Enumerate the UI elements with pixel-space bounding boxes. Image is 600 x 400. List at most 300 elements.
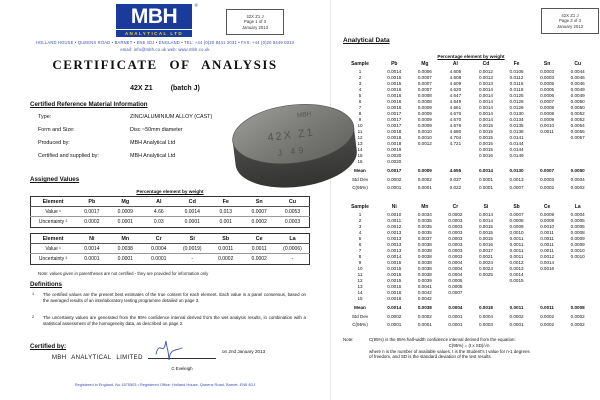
table-cell: 8 bbox=[358, 111, 362, 116]
table-cell: 0.0015 bbox=[387, 81, 402, 86]
table-cell: Uncertainty ² bbox=[38, 255, 68, 262]
page3-reference-stamp bbox=[541, 8, 599, 34]
table-cell: 0.0024 bbox=[478, 266, 493, 271]
table-cell: 4 bbox=[358, 87, 362, 92]
table-cell: 0.0001 bbox=[478, 176, 493, 182]
table-row bbox=[341, 174, 593, 183]
table-cell: 0.0016 bbox=[387, 99, 402, 104]
table-cell: 4.655 bbox=[449, 168, 462, 173]
table-cell: - bbox=[291, 255, 294, 262]
table-cell: 0.0009 bbox=[417, 117, 432, 122]
table-cell: 5 bbox=[358, 236, 362, 241]
table-cell: 0.0011 bbox=[540, 305, 554, 310]
table-cell: 0.0007 bbox=[509, 212, 524, 217]
table-cell: 0.0007 bbox=[242, 207, 275, 217]
table-cell: 0.0007 bbox=[417, 81, 432, 86]
table-cell: 16 bbox=[357, 159, 363, 164]
signatory-name: C Eveleigh bbox=[171, 366, 193, 371]
table-cell: 0.0013 bbox=[509, 266, 524, 271]
table-cell: 0.0005 bbox=[570, 224, 585, 229]
table-cell: 0.0002 bbox=[84, 218, 100, 225]
table-cell: Cr bbox=[452, 204, 459, 210]
table-cell: 0.0112 bbox=[509, 75, 524, 80]
table-cell: 0.0144 bbox=[509, 141, 524, 146]
table-cell: 0.0038 bbox=[417, 248, 432, 253]
table-cell: 0.0003 bbox=[540, 176, 555, 182]
table-cell: 0.0010 bbox=[570, 254, 585, 259]
table-cell: Element bbox=[31, 197, 76, 207]
table-cell: 13 bbox=[357, 141, 363, 146]
table-cell: 0.0001 bbox=[117, 255, 133, 262]
table-cell: 10 bbox=[357, 123, 363, 128]
table-cell: 0.0002 bbox=[540, 313, 555, 319]
table-cell: 0.0014 bbox=[478, 117, 493, 122]
table-cell: 0.0003 bbox=[448, 224, 463, 229]
table-cell: 0.0012 bbox=[540, 254, 555, 259]
table-cell: 0.0010 bbox=[570, 248, 585, 253]
table-cell: 4.670 bbox=[449, 111, 462, 116]
table-cell: 0.0011 bbox=[387, 218, 402, 223]
table-cell: 0.0001 bbox=[151, 255, 167, 262]
table-cell: 0.0010 bbox=[540, 224, 555, 229]
table-cell: 12 bbox=[357, 278, 363, 283]
table-cell: 0.0017 bbox=[387, 123, 402, 128]
table-cell: 0.0002 bbox=[387, 313, 402, 319]
table-cell: 0.0017 bbox=[387, 111, 402, 116]
table-cell: 0.0002 bbox=[218, 255, 234, 262]
certified-by-heading: Certified by: bbox=[30, 343, 67, 350]
table-cell: 4.661 bbox=[449, 105, 462, 110]
table-cell: 0.0009 bbox=[540, 117, 555, 122]
table-cell: 0.0037 bbox=[417, 236, 432, 241]
table-cell: 0.0013 bbox=[478, 81, 493, 86]
note-spacer bbox=[343, 354, 369, 360]
registered-trademark-icon: ® bbox=[194, 3, 198, 8]
table-cell: 0.0138 bbox=[509, 129, 524, 134]
table-cell: 0.0015 bbox=[387, 278, 402, 283]
table-cell: Value ¹ bbox=[31, 207, 76, 217]
table-cell: 0.0134 bbox=[509, 117, 524, 122]
table-cell: 0.0004 bbox=[448, 266, 463, 271]
registered-office-footer: Registered in England, No 1575503 • Registered Office: Holland House, Queens Road, Barnet, EN5 4DJ bbox=[74, 382, 256, 387]
table-cell: 0.0006 bbox=[540, 93, 555, 98]
table-cell: 0.0014 bbox=[478, 87, 493, 92]
crm-information-heading: Certified Reference Material Information bbox=[30, 101, 148, 108]
table-cell: 0.0004 bbox=[142, 244, 175, 254]
certificate-page-3 bbox=[330, 0, 600, 400]
confidence-equation: C(95%) = (t x SD)/√n bbox=[448, 342, 490, 348]
parentheses-note: Note: values given in parentheses are not certified - they are provided for information only bbox=[38, 271, 209, 276]
table-cell: Cd bbox=[176, 197, 209, 207]
company-address-line: HOLLAND HOUSE • QUEENS ROAD • BARNET • EN5 4DJ • ENGLAND • TEL: +44 (0)20 8441 2031 • FAX: +44 (0)20 8449 0313 bbox=[35, 40, 295, 45]
definitions-heading: Definitions bbox=[30, 281, 62, 288]
table-cell: 0.0005 bbox=[448, 278, 463, 283]
table-cell: 0.0002 bbox=[540, 185, 555, 191]
table-cell: 0.0017 bbox=[478, 248, 493, 253]
table-cell: 0.03 bbox=[153, 218, 164, 225]
table-cell: 0.0126 bbox=[509, 99, 524, 104]
table-cell: 11 bbox=[357, 129, 363, 134]
table-cell: 4.670 bbox=[449, 117, 462, 122]
table-cell: 0.0014 bbox=[387, 69, 402, 74]
table-cell: 0.0013 bbox=[387, 242, 402, 247]
table-cell: 0.0038 bbox=[417, 260, 432, 265]
table-row bbox=[31, 234, 310, 244]
table-cell: 0.0011 bbox=[509, 236, 524, 241]
assigned-values-table-2 bbox=[30, 233, 310, 265]
table-cell: 0.0004 bbox=[448, 260, 463, 265]
table-cell: 0.0018 bbox=[387, 135, 402, 140]
assigned-values-table-1 bbox=[30, 196, 310, 228]
table-cell: 0.0003 bbox=[478, 322, 493, 328]
table-cell: 0.0002 bbox=[251, 218, 267, 225]
stamp-date: January 2013 bbox=[556, 23, 584, 29]
certificate-title: CERTIFICATE OF ANALYSIS bbox=[52, 57, 278, 72]
table-cell: 0.0009 bbox=[417, 105, 432, 110]
form-size-label: Form and Size: bbox=[38, 127, 75, 133]
table-cell: 0.0014 bbox=[478, 218, 493, 223]
table-cell: 0.0001 bbox=[509, 322, 524, 328]
table-cell: 0.0003 bbox=[448, 242, 463, 247]
table-cell: 0.0016 bbox=[478, 242, 493, 247]
table-cell: 0.0005 bbox=[570, 218, 585, 223]
table-cell: Pb bbox=[391, 61, 398, 67]
table-cell: 0.0042 bbox=[417, 290, 432, 295]
table-row bbox=[31, 254, 310, 264]
table-cell: 4.676 bbox=[449, 123, 462, 128]
table-cell: 0.0020 bbox=[387, 153, 402, 158]
table-cell: 15 bbox=[357, 296, 363, 301]
table-row bbox=[31, 197, 310, 207]
certifying-company-name: MBH ANALYTICAL LIMITED bbox=[52, 355, 143, 361]
table-cell: 0.0011 bbox=[242, 244, 275, 254]
table-cell: 0.0003 bbox=[448, 254, 463, 259]
table-cell: 0.0008 bbox=[417, 99, 432, 104]
table-cell: 0.0035 bbox=[417, 230, 432, 235]
table-cell: 0.0004 bbox=[478, 313, 493, 319]
table-cell: Value ¹ bbox=[31, 244, 76, 254]
table-cell: 14 bbox=[357, 147, 363, 152]
analytical-table-1 bbox=[341, 61, 593, 191]
definition-2-superscript: 2 bbox=[32, 315, 35, 319]
table-cell: La bbox=[574, 204, 581, 210]
table-cell: 0.0042 bbox=[417, 296, 432, 301]
table-cell: Mn bbox=[421, 204, 429, 210]
table-cell: 0.0011 bbox=[509, 242, 524, 247]
table-cell: 0.0016 bbox=[540, 266, 555, 271]
table-cell: Sn bbox=[543, 61, 551, 67]
table-cell: Cu bbox=[574, 61, 582, 67]
table-cell: 0.0001 bbox=[417, 185, 432, 191]
table-cell: 0.0015 bbox=[478, 236, 493, 241]
table-cell: 4.680 bbox=[449, 129, 462, 134]
table-cell: 0.0046 bbox=[570, 81, 585, 86]
table-cell: Element bbox=[31, 234, 76, 244]
table-cell: 0.0011 bbox=[540, 230, 554, 235]
table-cell: 0.0001 bbox=[478, 185, 493, 191]
mbh-logo-text: MBH bbox=[116, 4, 192, 29]
table-cell: 0.0011 bbox=[509, 254, 524, 259]
table-cell: 0.0001 bbox=[417, 322, 432, 328]
table-cell: 7 bbox=[358, 248, 362, 253]
signature-icon bbox=[152, 336, 186, 362]
definition-1-superscript: 1 bbox=[32, 292, 35, 296]
stamp-product: 42X Z1 J bbox=[561, 12, 579, 18]
table-cell: Uncertainty ² bbox=[38, 218, 68, 225]
table-cell: 0.0009 bbox=[417, 168, 432, 173]
table-cell: 0.0009 bbox=[509, 224, 524, 229]
stamp-page-number: Page 3 of 3 bbox=[559, 18, 581, 24]
batch-label: (batch J) bbox=[170, 85, 200, 92]
table-cell: 0.0013 bbox=[387, 236, 402, 241]
table-cell: 0.0038 bbox=[417, 242, 432, 247]
table-cell: 0.0049 bbox=[570, 93, 585, 98]
table-cell: 0.0008 bbox=[570, 230, 585, 235]
table-cell: Ni bbox=[75, 234, 108, 244]
definition-2 bbox=[30, 315, 306, 326]
table-cell: 0.0052 bbox=[570, 117, 585, 122]
table-cell: Std Dev bbox=[351, 313, 369, 319]
table-cell: 0.0020 bbox=[387, 159, 402, 164]
table-cell: 9 bbox=[358, 260, 362, 265]
table-cell: 0.0016 bbox=[387, 93, 402, 98]
table-cell: 0.0002 bbox=[417, 313, 432, 319]
table-cell: 0.0017 bbox=[75, 207, 108, 217]
table-cell: Fe bbox=[209, 197, 242, 207]
table-cell: 0.0012 bbox=[478, 69, 493, 74]
table-cell: 0.0130 bbox=[509, 111, 524, 116]
table-cell: 9 bbox=[358, 117, 362, 122]
table-cell: 0.0057 bbox=[570, 135, 585, 140]
table-cell: 0.0014 bbox=[509, 272, 524, 277]
table-cell: 4.721 bbox=[449, 141, 462, 146]
table-cell: 0.0012 bbox=[417, 141, 432, 146]
table-cell: 0.0116 bbox=[509, 81, 524, 86]
type-value: ZINC/ALUMINIUM ALLOY (CAST) bbox=[130, 114, 213, 120]
table-cell: 4.647 bbox=[449, 93, 462, 98]
table-cell: 0.0002 bbox=[570, 313, 585, 319]
table-cell: 0.0025 bbox=[478, 272, 493, 277]
table-cell: 0.0015 bbox=[509, 278, 524, 283]
table-cell: Sample bbox=[351, 204, 369, 210]
table-cell: 0.0011 bbox=[509, 248, 524, 253]
table-cell: 0.0021 bbox=[478, 254, 493, 259]
table-cell: 0.0011 bbox=[540, 236, 554, 241]
table-cell: 0.0035 bbox=[417, 218, 432, 223]
table-cell: 0.0003 bbox=[448, 218, 463, 223]
definition-2-text: The uncertainty values are generated from the 95% confidence interval derived from the wet analysis results, in combination with a statistical assessment of the homogeneity data, as described on page 2. bbox=[43, 315, 306, 326]
table-cell: 0.0014 bbox=[176, 207, 209, 217]
table-cell: 0.013 bbox=[209, 207, 242, 217]
analytical-data-heading: Analytical Data bbox=[343, 37, 390, 44]
note-label: Note: bbox=[343, 337, 354, 342]
definition-1 bbox=[30, 292, 306, 303]
produced-by-value: MBH Analytical Ltd bbox=[130, 140, 176, 146]
table-cell: Al bbox=[452, 61, 458, 67]
table-cell: 0.0035 bbox=[417, 224, 432, 229]
disc-engraving-batch: J 49 bbox=[276, 144, 307, 159]
percentage-by-weight-label-1: Percentage element by weight bbox=[136, 189, 204, 194]
table-cell: 0.0015 bbox=[478, 230, 493, 235]
table-cell: 0.0002 bbox=[251, 255, 267, 262]
page1-reference-stamp bbox=[226, 9, 284, 35]
confidence-interval-note bbox=[343, 337, 593, 360]
table-cell: 0.0001 bbox=[448, 322, 463, 328]
disc-engraving-code: 42X Z1 bbox=[266, 126, 316, 145]
table-cell: 0.0002 bbox=[387, 176, 402, 182]
form-size-value: Disc ~50mm diameter bbox=[130, 127, 183, 133]
table-cell: 0.0149 bbox=[509, 153, 524, 158]
table-cell: 0.0053 bbox=[276, 207, 310, 217]
table-cell: 0.0016 bbox=[387, 87, 402, 92]
table-cell: 0.0015 bbox=[387, 260, 402, 265]
table-cell: 6 bbox=[358, 242, 362, 247]
definition-1-text: The certified values are the present best estimates of the true content for each element. Each value is a panel consensus, based on the averaged results of an interlaboratory testing programme detailed on page 3. bbox=[43, 292, 306, 303]
table-cell: 0.0001 bbox=[387, 185, 402, 191]
table-cell: 0.0009 bbox=[570, 236, 585, 241]
table-cell: 0.0010 bbox=[540, 123, 555, 128]
signature-date: on 2nd January 2013 bbox=[222, 349, 266, 354]
table-cell: 0.0015 bbox=[478, 129, 493, 134]
table-cell: 0.0049 bbox=[570, 87, 585, 92]
table-cell: 0.0024 bbox=[478, 260, 493, 265]
table-cell: Cu bbox=[276, 197, 310, 207]
table-cell: 0.0002 bbox=[448, 212, 463, 217]
table-cell: 0.0004 bbox=[448, 305, 463, 310]
table-cell: 0.0015 bbox=[478, 123, 493, 128]
table-cell: 0.0014 bbox=[540, 260, 555, 265]
table-cell: 0.0050 bbox=[570, 99, 585, 104]
table-cell: 0.0016 bbox=[387, 290, 402, 295]
table-cell: 0.0014 bbox=[478, 212, 493, 217]
table-cell: 0.0008 bbox=[509, 218, 524, 223]
table-cell: 0.0001 bbox=[448, 313, 463, 319]
table-cell: 0.0009 bbox=[109, 207, 142, 217]
table-cell: 0.0003 bbox=[540, 69, 555, 74]
table-cell: 0.0004 bbox=[570, 176, 585, 182]
table-cell: Mean bbox=[354, 168, 366, 173]
table-cell: 0.0012 bbox=[509, 260, 524, 265]
table-cell: 7 bbox=[358, 105, 362, 110]
table-cell: 0.0015 bbox=[387, 266, 402, 271]
table-cell: 0.0014 bbox=[75, 244, 108, 254]
table-cell: 0.0014 bbox=[478, 168, 493, 173]
table-cell: 0.0011 bbox=[540, 242, 554, 247]
table-cell: 0.0013 bbox=[478, 75, 493, 80]
table-cell: 0.0039 bbox=[417, 278, 432, 283]
table-row bbox=[31, 217, 310, 227]
table-cell: 0.001 bbox=[219, 218, 232, 225]
table-cell: 0.0126 bbox=[509, 105, 524, 110]
table-cell: 0.0014 bbox=[478, 99, 493, 104]
table-cell: Std Dev bbox=[351, 176, 369, 182]
table-cell: 0.0009 bbox=[417, 111, 432, 116]
table-cell: 0.0008 bbox=[570, 305, 585, 310]
table-row bbox=[31, 207, 310, 217]
table-row bbox=[341, 204, 593, 212]
table-cell: 3 bbox=[358, 224, 362, 229]
table-cell: 0.0105 bbox=[509, 69, 524, 74]
table-cell: 0.0038 bbox=[417, 266, 432, 271]
table-cell: 4.704 bbox=[449, 135, 462, 140]
table-cell: 0.0014 bbox=[387, 305, 402, 310]
table-cell: 0.0009 bbox=[417, 123, 432, 128]
table-cell: 4.608 bbox=[449, 75, 462, 80]
stamp-product: 42X Z1 J bbox=[246, 13, 264, 19]
table-cell: 0.0050 bbox=[570, 105, 585, 110]
analytical-table-2 bbox=[341, 204, 593, 328]
table-cell: 0.0005 bbox=[540, 87, 555, 92]
table-row bbox=[341, 302, 593, 311]
table-cell: 0.0118 bbox=[509, 87, 524, 92]
table-cell: 4.649 bbox=[449, 99, 462, 104]
table-cell: 15 bbox=[357, 153, 363, 158]
table-cell: 0.0003 bbox=[284, 218, 301, 225]
table-cell: 0.0010 bbox=[387, 212, 402, 217]
table-cell: 0.0007 bbox=[417, 75, 432, 80]
table-cell: Sample bbox=[351, 61, 369, 67]
analytical-table-2-body bbox=[341, 204, 593, 328]
table-row bbox=[31, 244, 310, 254]
table-cell: 0.0007 bbox=[540, 99, 555, 104]
table-cell: 0.0038 bbox=[109, 244, 142, 254]
table-cell: 0.0007 bbox=[448, 290, 463, 295]
table-cell: Mg bbox=[109, 197, 142, 207]
stamp-date: January 2013 bbox=[241, 24, 269, 30]
table-cell: 0.0004 bbox=[570, 212, 585, 217]
table-cell: 0.0018 bbox=[387, 141, 402, 146]
table-cell: 0.0011 bbox=[509, 305, 524, 310]
table-cell: 0.0018 bbox=[387, 129, 402, 134]
table-cell: Cr bbox=[142, 234, 175, 244]
table-cell: - bbox=[191, 255, 194, 262]
table-cell: 0.0001 bbox=[84, 255, 100, 262]
table-cell: 0.0054 bbox=[570, 123, 585, 128]
table-cell: 0.0003 bbox=[448, 236, 463, 241]
table-cell: 0.0015 bbox=[478, 147, 493, 152]
table-cell: 0.0034 bbox=[417, 212, 432, 217]
table-row bbox=[341, 183, 593, 192]
table-cell: 0.0015 bbox=[478, 224, 493, 229]
table-cell: 0.0007 bbox=[509, 185, 524, 191]
table-cell: 4.66 bbox=[142, 207, 175, 217]
table-cell: 0.0018 bbox=[478, 305, 493, 310]
table-cell: 11 bbox=[357, 272, 363, 277]
certified-by-value: MBH Analytical Ltd bbox=[130, 153, 176, 159]
table-cell: 0.0003 bbox=[448, 248, 463, 253]
certified-by-label: Certified and supplied by: bbox=[38, 153, 99, 159]
table-cell: 12 bbox=[357, 135, 363, 140]
table-cell: 0.0015 bbox=[387, 272, 402, 277]
table-cell: C(95%) bbox=[352, 322, 368, 328]
table-cell: 0.0007 bbox=[417, 87, 432, 92]
table-cell: 0.0014 bbox=[387, 254, 402, 259]
table-cell: 0.0010 bbox=[509, 230, 524, 235]
table-cell: 0.0009 bbox=[540, 218, 555, 223]
table-cell: 0.0001 bbox=[117, 218, 133, 225]
table-cell: Pb bbox=[75, 197, 108, 207]
table-cell: 0.0013 bbox=[387, 230, 402, 235]
table-cell: 0.0017 bbox=[387, 168, 402, 173]
table-cell: Sn bbox=[242, 197, 275, 207]
table-row bbox=[341, 311, 593, 320]
company-contact-line: email: info@mbh.co.uk web: www.mbh.co.uk bbox=[120, 47, 210, 52]
table-cell: 0.0011 bbox=[540, 129, 554, 134]
table-cell: 0.0002 bbox=[570, 185, 585, 191]
table-cell: 0.0011 bbox=[540, 248, 554, 253]
table-cell: C(95%) bbox=[352, 185, 368, 191]
table-cell: 0.0004 bbox=[448, 272, 463, 277]
